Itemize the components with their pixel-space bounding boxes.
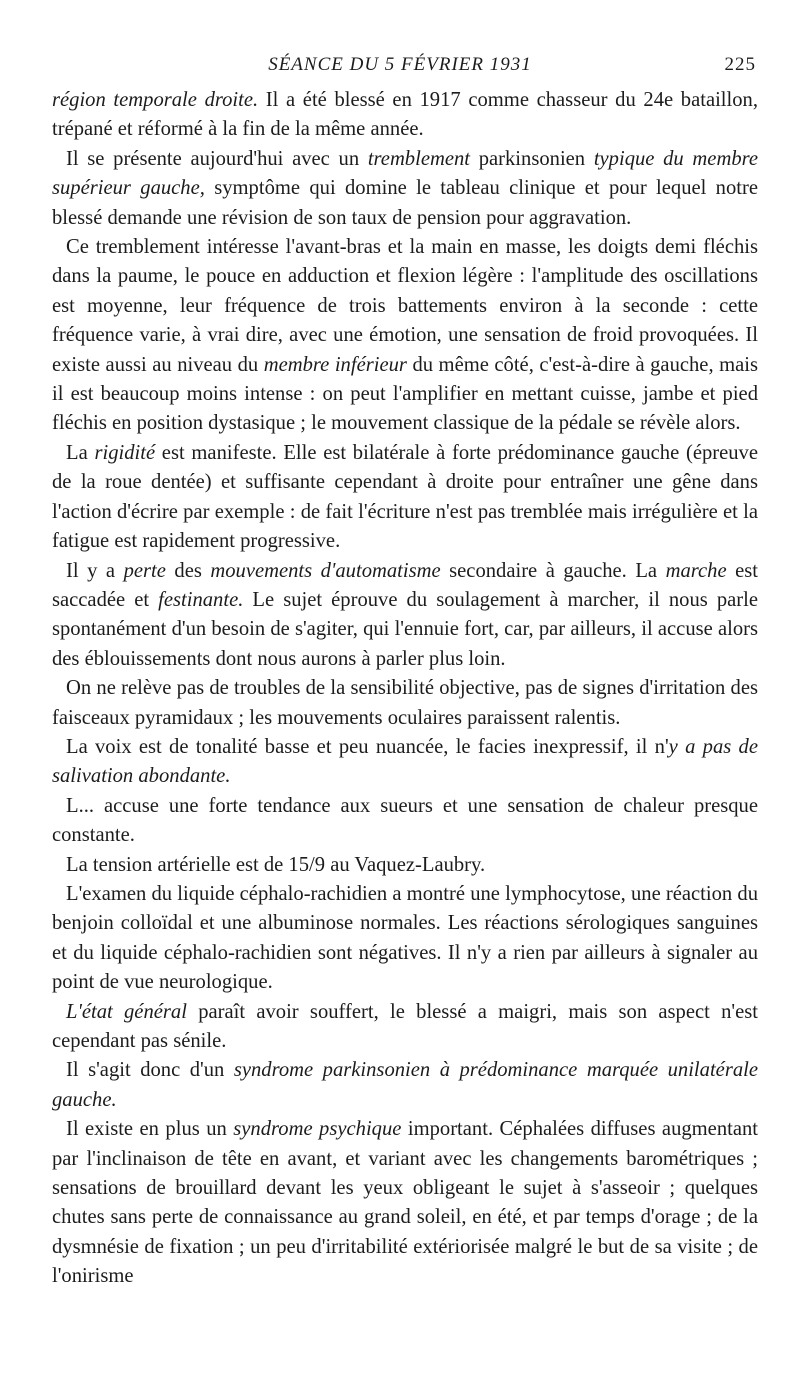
text-segment: mouvements d'automatisme [210, 559, 441, 582]
text-segment: secondaire à gauche. La [440, 559, 666, 582]
paragraph [52, 1056, 758, 1115]
body-text [52, 86, 758, 1292]
text-segment: est saccadée et [52, 559, 758, 611]
text-segment: est manifeste. Elle est bilatérale à forte prédominance gauche (épreuve de la roue dentée) et suffisante cependant à droite pour entraîner une gêne dans l'action d'écrire par exemple : de fait l'écriture n'est pas tremblée mais irrégulière et la fatigue est rapidement progressive. [52, 441, 758, 553]
text-segment: marche [665, 559, 727, 582]
text-segment: L... accuse une forte tendance aux sueurs et une sensation de chaleur presque constante. [52, 794, 758, 847]
paragraph [52, 851, 758, 880]
text-segment: du même côté, c'est-à-dire à gauche, mais il est beaucoup moins intense : on peut l'amplifier en mettant cuisse, jambe et pied fléchis en position dystasique ; le mouvement classique de la pédale se révèle alors. [52, 353, 759, 435]
text-segment: syndrome psychique [233, 1118, 402, 1141]
text-segment: parkinsonien [470, 147, 594, 170]
text-segment: typique du membre supérieur gauche, [52, 147, 759, 200]
text-segment: Il existe en plus un [66, 1118, 234, 1141]
page-number: 225 [724, 54, 756, 75]
text-segment: important. Céphalées diffuses augmentant par l'inclinaison de tête en avant, et variant avec les changements barométriques ; sensations de brouillard devant les yeux obligeant le sujet à s'asseoir ; quelques chutes sans perte de connaissance au grand soleil, en été, et par temps d'orage ; de la dysmnésie de fixation ; un peu d'irritabilité extériorisée malgré le but de sa visite ; de l'onirisme [52, 1118, 758, 1288]
text-segment: perte [123, 559, 166, 582]
text-segment: Il s'agit donc d'un [66, 1059, 234, 1082]
paragraph [52, 86, 758, 145]
paragraph [52, 439, 758, 557]
text-segment: y a pas de salivation abondante. [52, 735, 758, 788]
text-segment: L'examen du liquide céphalo-rachidien a montré une lymphocytose, une réaction du benjoin colloïdal et une albuminose normales. Les réactions sérologiques sanguines et du liquide céphalo-rachidien sont négatives. Il n'y a rien par ailleurs à signaler au point de vue neurologique. [52, 882, 758, 994]
text-segment: L'état général [66, 1000, 187, 1023]
text-segment: Il y a [66, 559, 124, 582]
text-segment: symptôme qui domine le tableau clinique et pour lequel notre blessé demande une révision de son taux de pension pour aggravation. [52, 177, 758, 229]
paragraph [52, 733, 758, 792]
text-segment: tremblement [367, 147, 471, 170]
text-segment: Ce tremblement intéresse l'avant-bras et la main en masse, les doigts demi fléchis dans la paume, le pouce en adduction et flexion légère : l'amplitude des oscillations est moyenne, leur fréquence de trois battements environ à la seconde : cette fréquence varie, à vrai dire, avec une émotion, une sensation de froid provoquées. Il existe aussi au niveau du [52, 236, 758, 376]
paragraph [52, 998, 758, 1057]
text-segment: Il a été blessé en 1917 comme chasseur du 24e bataillon, trépané et réformé à la fin de la même année. [52, 89, 758, 141]
running-header [0, 54, 800, 80]
paragraph [52, 233, 758, 439]
paragraph [52, 557, 758, 675]
running-title: SÉANCE DU 5 FÉVRIER 1931 [268, 54, 532, 75]
text-segment: paraît avoir souffert, le blessé a maigri, mais son aspect n'est cependant pas sénile. [52, 1000, 758, 1052]
paragraph [52, 880, 758, 998]
text-segment: festinante. [158, 588, 244, 611]
text-segment: rigidité [94, 441, 156, 464]
text-segment: des [165, 559, 211, 582]
paragraph [52, 1115, 758, 1291]
text-segment: Le sujet éprouve du soulagement à marcher, il nous parle spontanément d'un besoin de s'agiter, qui l'ennuie fort, car, par ailleurs, il accuse alors des éblouissements dont nous aurons à parler plus loin. [52, 588, 758, 670]
paragraph [52, 792, 758, 851]
text-segment: La tension artérielle est de 15/9 au Vaquez-Laubry. [66, 853, 486, 876]
text-segment: syndrome parkinsonien à prédominance marquée unilatérale gauche. [52, 1059, 758, 1111]
text-segment: membre inférieur [263, 353, 407, 376]
text-segment: On ne relève pas de troubles de la sensibilité objective, pas de signes d'irritation des faisceaux pyramidaux ; les mouvements oculaires paraissent ralentis. [52, 677, 758, 729]
paragraph [52, 145, 758, 233]
paragraph [52, 674, 758, 733]
text-segment: La voix est de tonalité basse et peu nuancée, le facies inexpressif, il n' [66, 735, 669, 758]
text-segment: Il se présente aujourd'hui avec un [66, 147, 368, 170]
text-segment: région temporale droite. [52, 89, 259, 111]
text-segment: La [66, 441, 95, 464]
